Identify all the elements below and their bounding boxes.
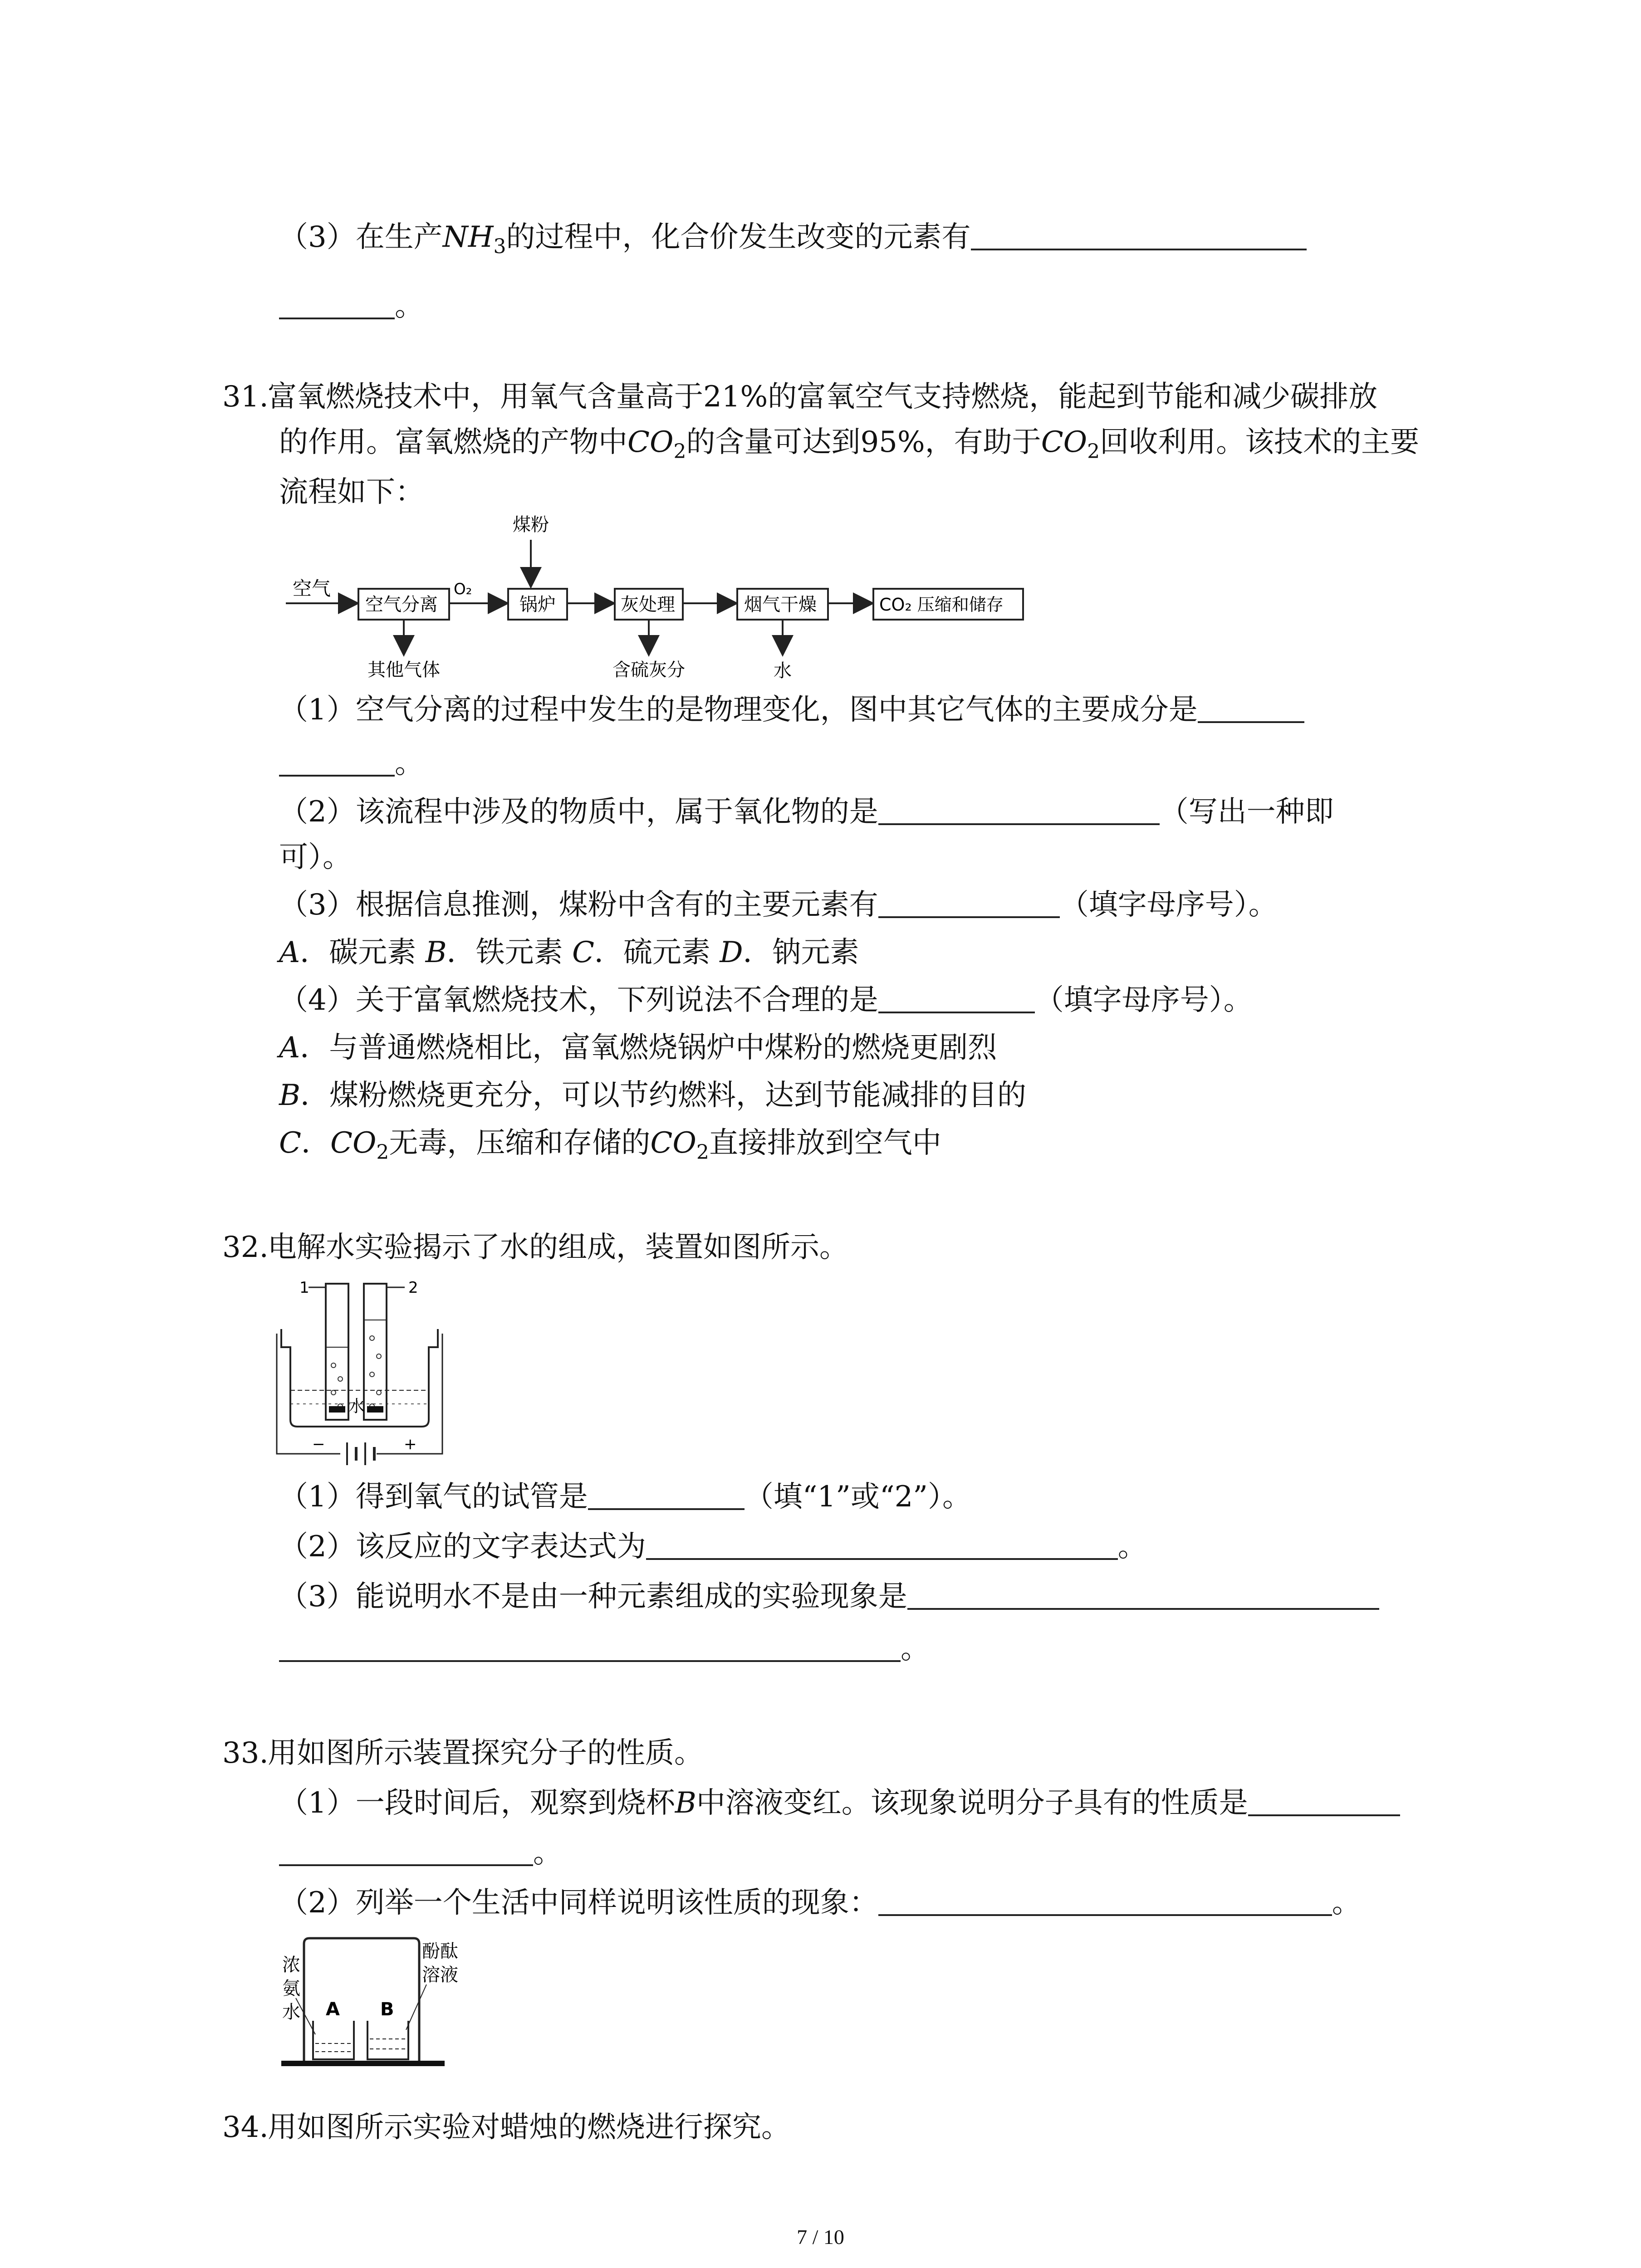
q31-part4-option-a: A．与普通燃烧相比，富氧燃烧锅炉中煤粉的燃烧更剧烈 xyxy=(279,1031,997,1065)
answer-blank[interactable] xyxy=(279,748,395,777)
q32-part3: （3）能说明水不是由一种元素组成的实验现象是 xyxy=(279,1576,1379,1617)
svg-text:水: 水 xyxy=(774,660,792,681)
answer-blank[interactable] xyxy=(279,1633,901,1662)
q34-stem: 34.用如图所示实验对蜡烛的燃烧进行探究。 xyxy=(222,2107,790,2148)
svg-text:−: − xyxy=(312,1435,325,1453)
answer-blank[interactable] xyxy=(1198,694,1304,723)
q33-part1-cont: 。 xyxy=(279,1833,562,1873)
electrolysis-figure xyxy=(272,1270,463,1470)
svg-text:2: 2 xyxy=(408,1279,418,1297)
q31-part1: （1）空气分离的过程中发生的是物理变化，图中其它气体的主要成分是 xyxy=(279,689,1304,730)
svg-text:A: A xyxy=(326,1999,340,2020)
flow-air-label: 空气 xyxy=(293,577,331,600)
q31-part3-options: A．碳元素 B．铁元素 C．硫元素 D．钠元素 xyxy=(279,936,859,969)
q32-part1: （1）得到氧气的试管是 （填“1”或“2”）。 xyxy=(279,1480,972,1514)
answer-blank[interactable] xyxy=(588,1481,745,1510)
svg-text:锅炉: 锅炉 xyxy=(519,594,556,615)
q32-part3-cont: 。 xyxy=(279,1628,930,1669)
svg-text:烟气干燥: 烟气干燥 xyxy=(744,594,817,615)
q31-part3: （3）根据信息推测，煤粉中含有的主要元素有 （填字母序号）。 xyxy=(279,888,1278,922)
question-number: 34. xyxy=(222,2111,269,2144)
svg-text:灰处理: 灰处理 xyxy=(621,594,675,615)
svg-text:O₂: O₂ xyxy=(454,580,472,598)
svg-text:B: B xyxy=(380,1999,394,2020)
molecule-diffusion-figure xyxy=(272,1930,472,2075)
svg-text:1: 1 xyxy=(299,1279,309,1297)
svg-text:煤粉: 煤粉 xyxy=(513,514,549,535)
question-number: 32. xyxy=(222,1231,269,1264)
q31-intro-line3: 流程如下： xyxy=(279,475,424,509)
svg-text:浓: 浓 xyxy=(282,1955,300,1975)
answer-blank[interactable] xyxy=(971,221,1307,250)
svg-text:溶液: 溶液 xyxy=(422,1965,458,1985)
q32-part2: （2）该反应的文字表达式为 。 xyxy=(279,1530,1147,1564)
q31-intro-line1: 31.富氧燃烧技术中，用氧气含量高于21%的富氧空气支持燃烧，能起到节能和减少碳排放 xyxy=(222,376,1377,417)
svg-text:氨: 氨 xyxy=(282,1978,300,1999)
question-number: 31. xyxy=(222,380,269,414)
q31-intro-line2: 的作用。富氧燃烧的产物中$CO_2$的含量可达到95%，有助于$CO_2$回收利用。该技术的主要 xyxy=(279,425,1420,463)
page-number: 7 / 10 xyxy=(797,2225,844,2248)
answer-blank[interactable] xyxy=(878,796,1160,825)
q31-part4-option-b: B．煤粉燃烧更充分，可以节约燃料，达到节能减排的目的 xyxy=(279,1079,1027,1112)
answer-blank[interactable] xyxy=(878,889,1060,918)
answer-blank[interactable] xyxy=(907,1581,1379,1610)
svg-text:水: 水 xyxy=(282,2002,300,2023)
q33-part2: （2）列举一个生活中同样说明该性质的现象： 。 xyxy=(279,1886,1361,1920)
svg-text:空气分离: 空气分离 xyxy=(365,594,438,615)
answer-blank[interactable] xyxy=(279,290,395,319)
flow-diagram xyxy=(272,513,1053,685)
answer-blank[interactable] xyxy=(878,984,1035,1013)
answer-blank[interactable] xyxy=(646,1531,1118,1560)
svg-text:其他气体: 其他气体 xyxy=(367,660,440,680)
answer-blank[interactable] xyxy=(878,1887,1332,1916)
q32-stem: 32.电解水实验揭示了水的组成，装置如图所示。 xyxy=(222,1227,848,1268)
svg-text:含硫灰分: 含硫灰分 xyxy=(612,660,685,680)
q31-part2: （2）该流程中涉及的物质中，属于氧化物的是 （写出一种即 xyxy=(279,795,1334,829)
svg-text:CO₂ 压缩和储存: CO₂ 压缩和储存 xyxy=(879,595,1004,615)
answer-blank[interactable] xyxy=(279,1837,533,1866)
q33-part1: （1）一段时间后，观察到烧杯B中溶液变红。该现象说明分子具有的性质是 xyxy=(279,1783,1400,1823)
answer-blank[interactable] xyxy=(1248,1787,1400,1816)
q31-part4-option-c: C．$CO_2$无毒，压缩和存储的$CO_2$直接排放到空气中 xyxy=(279,1126,941,1164)
svg-text:+: + xyxy=(404,1435,417,1453)
svg-text:水: 水 xyxy=(348,1397,365,1416)
q30-part3-cont: 。 xyxy=(279,286,424,327)
question-number: 33. xyxy=(222,1736,269,1770)
q33-stem: 33.用如图所示装置探究分子的性质。 xyxy=(222,1733,703,1774)
q31-part2-cont: 可）。 xyxy=(279,841,352,874)
q31-part4: （4）关于富氧燃烧技术，下列说法不合理的是 （填字母序号）。 xyxy=(279,983,1253,1017)
q31-part1-cont: 。 xyxy=(279,743,424,784)
svg-text:酚酞: 酚酞 xyxy=(422,1941,458,1962)
q30-part3: （3）在生产$NH_3$的过程中，化合价发生改变的元素有 xyxy=(279,217,1307,267)
